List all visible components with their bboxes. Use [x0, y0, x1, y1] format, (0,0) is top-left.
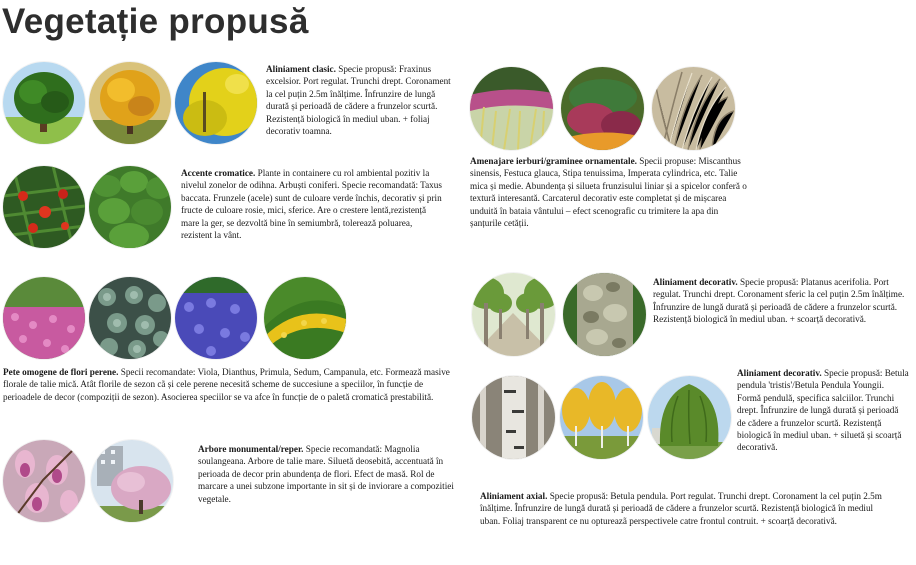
heading: Aliniament axial.	[480, 491, 550, 501]
photo-platanus-bark	[563, 273, 646, 356]
photo-flowers-yellow	[264, 277, 346, 359]
body: Specii propuse: Miscanthus sinensis, Festuca glauca, Stipa tenuissima, Imperata cylindrica, etc. Talie mica și medie. Abundența și silueta frunzisului liniar și a spicelor conferă o textură interesantă. Carcaterul decorativ este completat și de mișcarea unduită în bataia vântului – efect scenografic cu trimitere la apa din șanțurile cetății.	[470, 156, 747, 229]
block-aliniament-axial	[480, 490, 894, 527]
photo-betula-autumn	[560, 376, 643, 459]
photo-taxus-berries	[3, 166, 85, 248]
heading: Arbore monumental/reper.	[198, 444, 306, 454]
photo-platanus-alley	[472, 273, 555, 356]
body: Specie propusă: Betula pendula 'tristis'/Betula Pendula Youngii. Formă pendulă, specifica salciilor. Trunchi drept. Înfrunzire de lungă durată și perioadă de cădere a frunzelor scurtă. Rezistență biologică în mediul uban. + siluetă și scoarță decorativă.	[737, 368, 909, 453]
heading: Aliniament decorativ.	[653, 277, 741, 287]
block-arbore-monumental	[198, 443, 456, 505]
page-title: Vegetație propusă	[2, 2, 309, 41]
heading: Amenajare ierburi/graminee ornamentale.	[470, 156, 640, 166]
photo-fraxinus-summer	[3, 62, 85, 144]
photo-fraxinus-foliage	[175, 62, 257, 144]
block-aliniament-clasic	[266, 63, 458, 137]
body: Specie recomandată: Magnolia soulangeana. Arbore de talie mare. Siluetă deosebită, accentuată în perioada de decor prin abundența de flori. Efect de masă. Rol de marcare a unei subzone importante in sit și de inviorare a compozitiei vegetale.	[198, 444, 454, 504]
block-ierburi	[470, 155, 752, 229]
block-aliniament-decorativ-1	[653, 276, 913, 326]
block-aliniament-decorativ-2	[737, 367, 909, 454]
heading: Pete omogene de flori perene.	[3, 367, 121, 377]
heading: Accente cromatice.	[181, 168, 258, 178]
body: Specii recomandate: Viola, Dianthus, Primula, Sedum, Campanula, etc. Formează masive florale de talie mică. Atât florile de sezon cã și cele perene necesită scheme de succesiune a speciilor, în funcție de perioadele de decor (compoziții de sezon). Asocierea speciilor se va afce în funcție de o paletă cromatică prestabilită.	[3, 367, 450, 402]
photo-magnolia-flowers	[3, 440, 85, 522]
photo-taxus-topiary	[89, 166, 171, 248]
body: Specie propusă: Fraxinus excelsior. Port regulat. Trunchi drept. Coronament la cel puțin 2.5m înălțime. Înfrunzire de lungă durată și perioadă de cădere a frunzelor scurtă. Rezistență biologică în mediul uban. + foliaj decorativ toamna.	[266, 64, 451, 137]
heading: Aliniament decorativ.	[737, 368, 825, 378]
photo-grasses-red	[561, 67, 644, 150]
photo-fraxinus-autumn	[89, 62, 171, 144]
photo-grasses-beige	[652, 67, 735, 150]
photo-sedum	[89, 277, 171, 359]
photo-flowers-pink	[3, 277, 85, 359]
photo-grasses-pink	[470, 67, 553, 150]
photo-betula-trunk	[472, 376, 555, 459]
photo-betula-weeping	[648, 376, 731, 459]
photo-magnolia-tree	[91, 440, 173, 522]
body: Plante in containere cu rol ambiental pozitiv la nivelul zonelor de odihna. Arbuști coniferi. Specie recomandată: Taxus baccata. Frunzele (acele) sunt de culoare verde închis, decorativ și prin fructe de culoare rosie, mici, sferice. Are o crestere lentă,rezistență mare la ger, se dezvoltă bine în semiumbră, tolerează poluarea, rezistent la vânt.	[181, 168, 442, 241]
block-accente-cromatice	[181, 167, 443, 241]
body: Specie propusă: Platanus acerifolia. Port regulat. Trunchi drept. Coronament sferic la cel puțin 2.5m înălțime. Înfrunzire de lungă durată și perioadă de cădere a frunzelor scurtă. Rezistență biologică în mediul uban. + scoarță decorativă.	[653, 277, 905, 325]
body: Specie propusă: Betula pendula. Port regulat. Trunchi drept. Coronament la cel puțin 2.5m înălțime. Înfrunzire de lungă durată și perioadă de cădere a frunzelor scurtă. Rezistență biologică în mediul uban. Foliaj transparent ce nu optureazã perspectivele catre frontul contruit. + scoarță decorativă.	[480, 491, 882, 526]
photo-flowers-blue	[175, 277, 257, 359]
heading: Aliniament clasic.	[266, 64, 339, 74]
block-flori-perene	[3, 366, 455, 403]
